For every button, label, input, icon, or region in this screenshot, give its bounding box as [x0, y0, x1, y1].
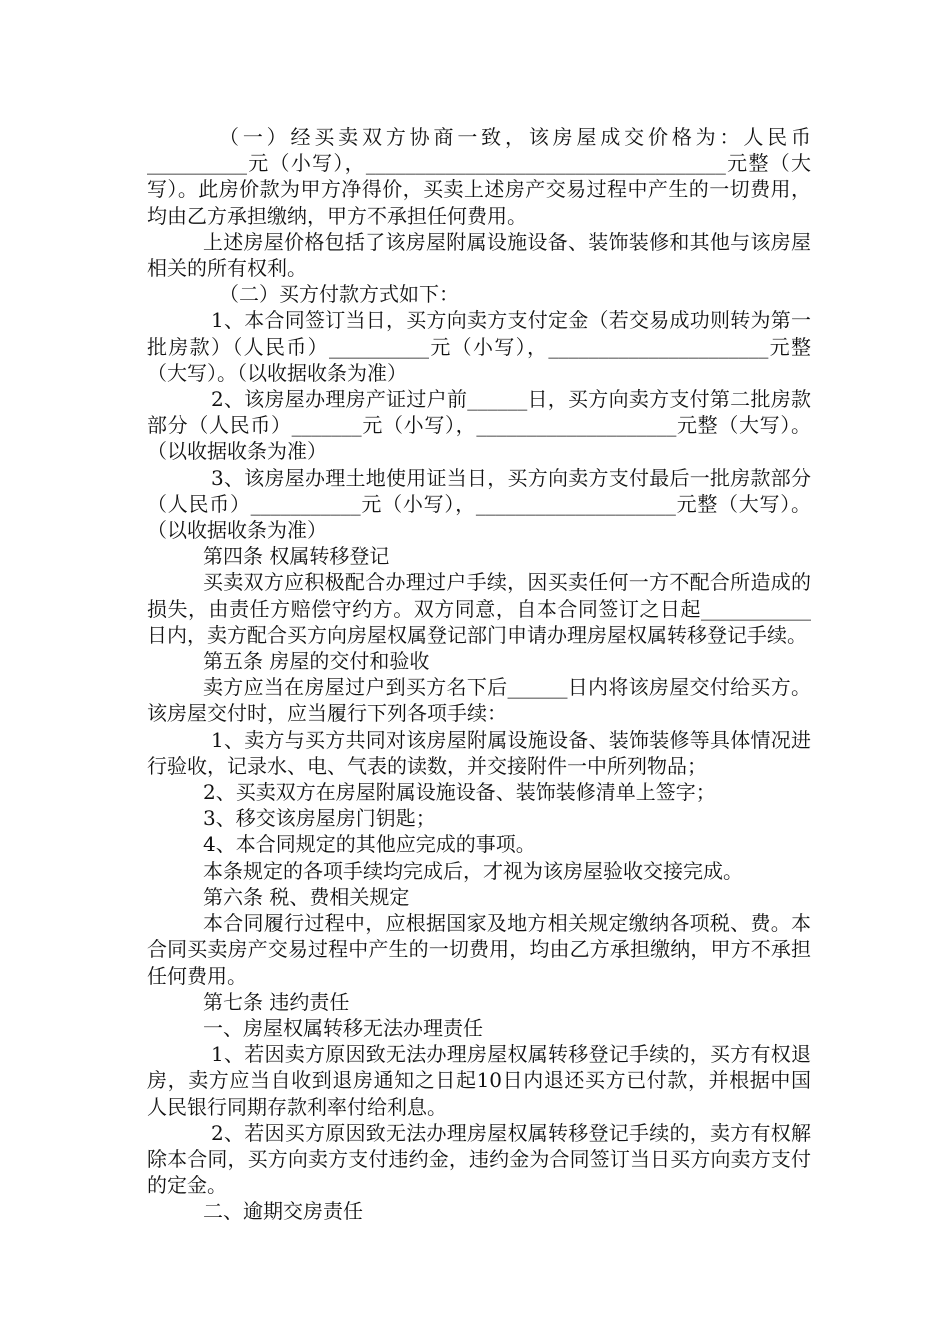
- paragraph-payment-2: 2、该房屋办理房产证过户前______日，买方向卖方支付第二批房款部分（人民币）_______元（小写），____________________元整（大写）。（以收据收条为准）: [147, 387, 811, 464]
- paragraph-liability-1-1: 1、若因卖方原因致无法办理房屋权属转移登记手续的，买方有权退房，卖方应当自收到退房通知之日起10日内退还买方已付款，并根据中国人民银行同期存款利率付给利息。: [147, 1042, 811, 1119]
- paragraph-liability-2-heading: 二、逾期交房责任: [203, 1199, 363, 1224]
- paragraph-payment-3: 3、该房屋办理土地使用证当日，买方向卖方支付最后一批房款部分（人民币）___________元（小写），____________________元整（大写）。（以收据收条为准）: [147, 465, 811, 543]
- paragraph-transfer-registration: 买卖双方应积极配合办理过户手续，因买卖任何一方不配合所造成的损失，由责任方赔偿守约方。双方同意，自本合同签订之日起___________日内，卖方配合买方向房屋权属登记部门申请办理房屋权属转移登记手续。: [147, 570, 811, 647]
- paragraph-delivery-complete: 本条规定的各项手续均完成后，才视为该房屋验收交接完成。: [203, 858, 743, 883]
- paragraph-delivery-4: 4、本合同规定的其他应完成的事项。: [203, 832, 536, 857]
- paragraph-taxes: 本合同履行过程中，应根据国家及地方相关规定缴纳各项税、费。本合同买卖房产交易过程中产生的一切费用，均由乙方承担缴纳，甲方不承担任何费用。: [147, 911, 811, 988]
- article-4-heading: 第四条 权属转移登记: [203, 544, 390, 569]
- contract-body: [147, 124, 811, 1225]
- paragraph-delivery-1: 1、卖方与买方共同对该房屋附属设施设备、装饰装修等具体情况进行验收，记录水、电、气表的读数，并交接附件一中所列物品；: [147, 727, 811, 778]
- article-5-heading: 第五条 房屋的交付和验收: [203, 649, 430, 674]
- paragraph-price-agreement: （一）经买卖双方协商一致，该房屋成交价格为：人民币__________元（小写），____________________________________元整（大写）。此房价款为甲方净得价，买卖上述房产交易过程中产生的一切费用，均由乙方承担缴纳，甲方不承担任何费用。: [147, 125, 811, 228]
- paragraph-liability-1-2: 2、若因买方原因致无法办理房屋权属转移登记手续的，卖方有权解除本合同，买方向卖方支付违约金，违约金为合同签订当日买方向卖方支付的定金。: [147, 1120, 811, 1198]
- paragraph-payment-1: 1、本合同签订当日，买方向卖方支付定金（若交易成功则转为第一批房款）（人民币）__________元（小写），______________________元整（大写）。（以收据收条为准）: [147, 308, 811, 385]
- paragraph-delivery: 卖方应当在房屋过户到买方名下后______日内将该房屋交付给买方。该房屋交付时，应当履行下列各项手续：: [147, 675, 811, 726]
- paragraph-liability-1-heading: 一、房屋权属转移无法办理责任: [203, 1015, 483, 1040]
- article-7-heading: 第七条 违约责任: [203, 989, 350, 1014]
- paragraph-payment-heading: （二）买方付款方式如下：: [219, 282, 459, 307]
- paragraph-delivery-2: 2、买卖双方在房屋附属设施设备、装饰装修清单上签字；: [203, 780, 716, 805]
- article-6-heading: 第六条 税、费相关规定: [203, 884, 410, 909]
- paragraph-delivery-3: 3、移交该房屋房门钥匙；: [203, 806, 436, 831]
- paragraph-price-scope: 上述房屋价格包括了该房屋附属设施设备、装饰装修和其他与该房屋相关的所有权利。: [147, 229, 811, 281]
